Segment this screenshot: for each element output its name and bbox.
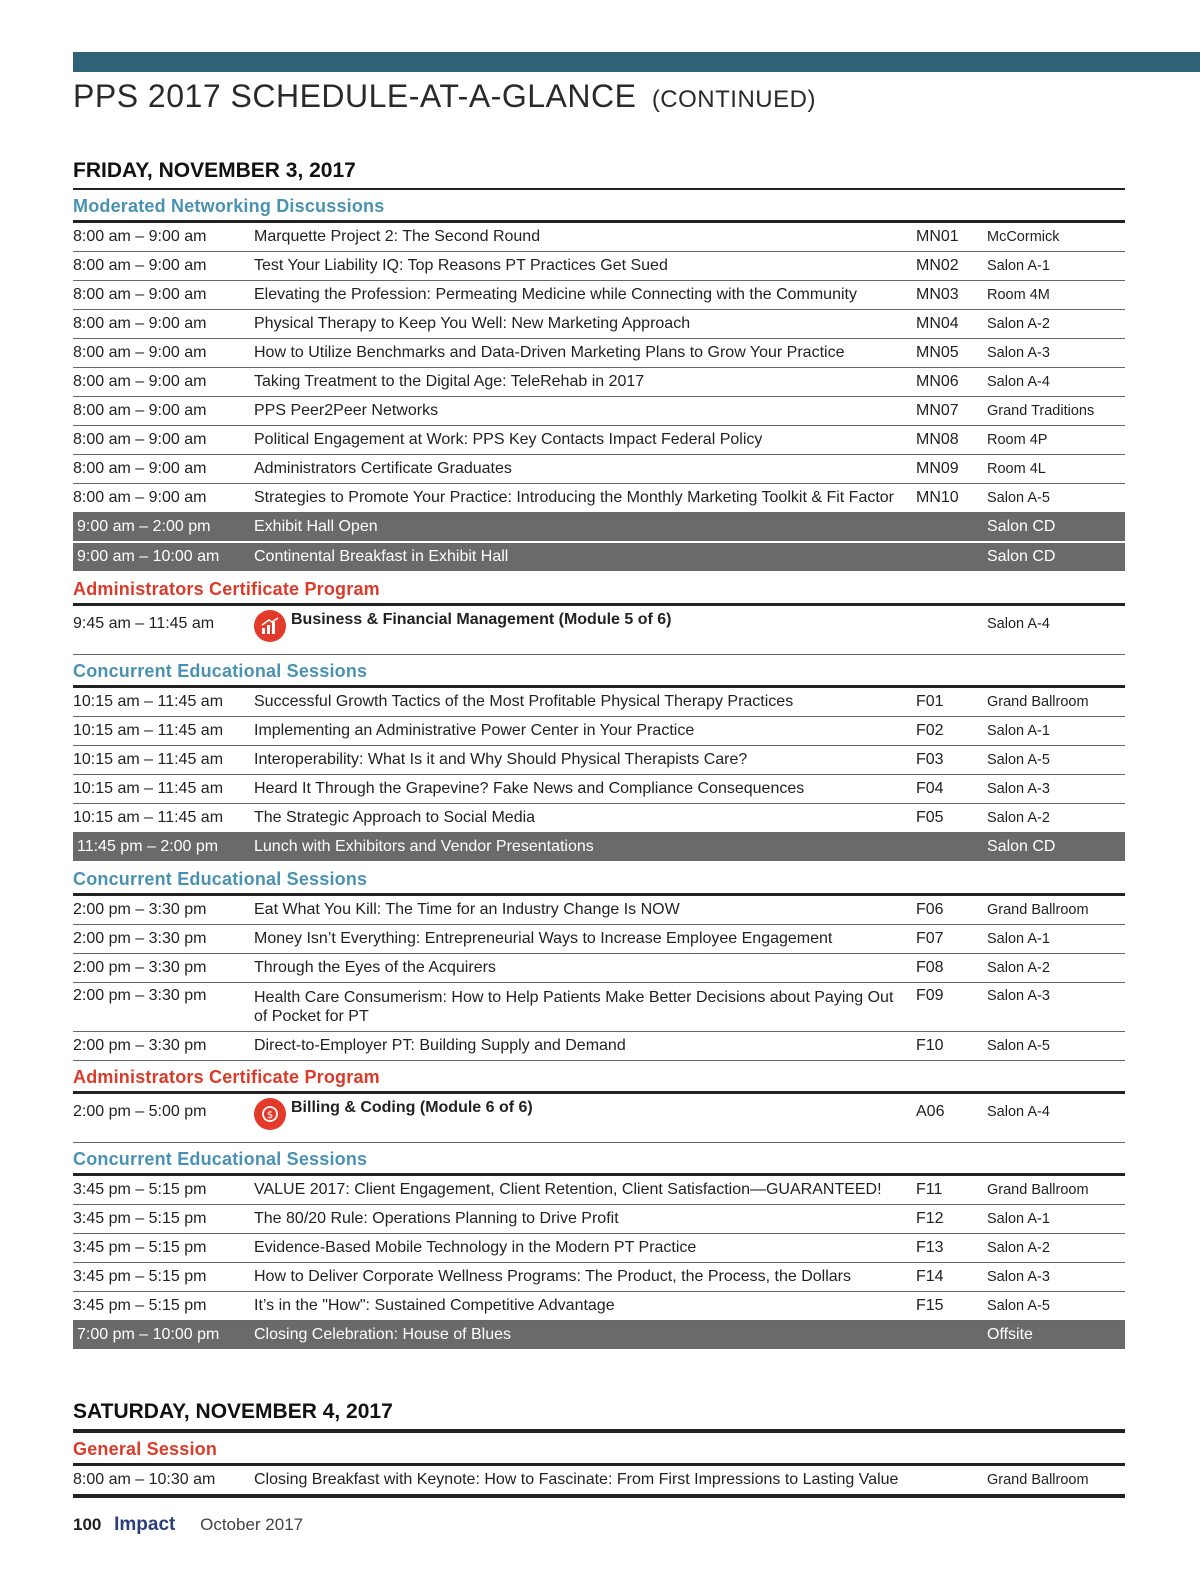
code-cell: MN03 — [916, 286, 959, 303]
time-cell: 10:15 am – 11:45 am — [73, 722, 224, 739]
session-row — [73, 775, 1125, 804]
code-cell: F04 — [916, 780, 944, 797]
code-cell: A06 — [916, 1103, 945, 1120]
section-label: Administrators Certificate Program — [73, 573, 1125, 606]
page-footer — [73, 1514, 303, 1536]
time-cell: 2:00 pm – 3:30 pm — [73, 987, 207, 1004]
session-title: The 80/20 Rule: Operations Planning to Drive Profit — [254, 1210, 619, 1227]
time-cell: 11:45 pm – 2:00 pm — [77, 838, 219, 855]
code-cell: F11 — [916, 1181, 943, 1198]
time-cell: 2:00 pm – 5:00 pm — [73, 1103, 207, 1120]
room-cell: Salon A-2 — [987, 960, 1050, 976]
room-cell: Salon A-1 — [987, 723, 1050, 739]
highlight-row — [73, 543, 1125, 573]
section-label: Moderated Networking Discussions — [73, 190, 1125, 223]
session-title: Direct-to-Employer PT: Building Supply and Demand — [254, 1037, 626, 1054]
time-cell: 8:00 am – 9:00 am — [73, 228, 207, 245]
chart-icon — [254, 610, 286, 642]
session-title: Elevating the Profession: Permeating Medicine while Connecting with the Community — [254, 286, 857, 303]
code-cell: MN07 — [916, 402, 959, 419]
room-cell: Room 4L — [987, 461, 1046, 477]
session-row — [73, 1292, 1125, 1321]
code-cell: F12 — [916, 1210, 944, 1227]
code-cell: MN02 — [916, 257, 959, 274]
time-cell: 8:00 am – 9:00 am — [73, 373, 207, 390]
time-cell: 3:45 pm – 5:15 pm — [73, 1268, 207, 1285]
time-cell: 2:00 pm – 3:30 pm — [73, 959, 207, 976]
day-heading: SATURDAY, NOVEMBER 4, 2017 — [73, 1395, 1125, 1433]
session-title: PPS Peer2Peer Networks — [254, 402, 439, 419]
room-cell: Salon A-2 — [987, 810, 1050, 826]
room-cell: Salon A-5 — [987, 1038, 1050, 1054]
code-cell: MN06 — [916, 373, 959, 390]
program-title: Billing & Coding (Module 6 of 6) — [291, 1099, 533, 1116]
room-cell: Grand Traditions — [987, 403, 1095, 419]
session-title: Continental Breakfast in Exhibit Hall — [254, 548, 509, 565]
session-title: Closing Celebration: House of Blues — [254, 1326, 512, 1343]
session-title: Implementing an Administrative Power Center in Your Practice — [254, 722, 695, 739]
svg-text:$: $ — [266, 1110, 274, 1121]
room-cell: Salon A-3 — [987, 988, 1050, 1004]
session-row — [73, 717, 1125, 746]
room-cell: Salon A-1 — [987, 931, 1050, 947]
code-cell: MN09 — [916, 460, 959, 477]
session-title: Through the Eyes of the Acquirers — [254, 959, 496, 976]
session-title: Evidence-Based Mobile Technology in the Modern PT Practice — [254, 1239, 697, 1256]
room-cell: Salon A-4 — [987, 616, 1050, 632]
code-cell: F07 — [916, 930, 944, 947]
session-row — [73, 281, 1125, 310]
room-cell: Salon A-3 — [987, 345, 1050, 361]
friday-schedule — [73, 154, 1125, 1498]
page-title — [73, 78, 816, 115]
session-title: Heard It Through the Grapevine? Fake News and Compliance Consequences — [254, 780, 805, 797]
session-row — [73, 397, 1125, 426]
time-cell: 8:00 am – 9:00 am — [73, 286, 207, 303]
session-row — [73, 1466, 1125, 1498]
code-cell: F03 — [916, 751, 944, 768]
room-cell: Salon A-5 — [987, 752, 1050, 768]
session-row — [73, 1263, 1125, 1292]
session-title: Marquette Project 2: The Second Round — [254, 228, 541, 245]
session-title: Successful Growth Tactics of the Most Profitable Physical Therapy Practices — [254, 693, 794, 710]
session-title: Physical Therapy to Keep You Well: New Marketing Approach — [254, 315, 691, 332]
time-cell: 8:00 am – 9:00 am — [73, 460, 207, 477]
session-row — [73, 954, 1125, 983]
time-cell: 8:00 am – 9:00 am — [73, 402, 207, 419]
time-cell: 10:15 am – 11:45 am — [73, 751, 224, 768]
room-cell: Grand Ballroom — [987, 1472, 1089, 1488]
time-cell: 10:15 am – 11:45 am — [73, 693, 224, 710]
section-label: Concurrent Educational Sessions — [73, 863, 1125, 896]
code-cell: MN05 — [916, 344, 959, 361]
section-rows — [73, 223, 1125, 573]
billing-icon — [254, 1098, 286, 1130]
highlight-row — [73, 513, 1125, 543]
page-title-continued: (CONTINUED) — [651, 86, 816, 113]
time-cell: 8:00 am – 9:00 am — [73, 315, 207, 332]
session-row — [73, 1205, 1125, 1234]
session-row — [73, 1176, 1125, 1205]
highlight-row — [73, 1321, 1125, 1351]
section-rows — [73, 1176, 1125, 1351]
section-rows — [73, 1466, 1125, 1498]
session-title: Health Care Consumerism: How to Help Patients Make Better Decisions about Paying Out of Pocket for PT — [254, 989, 894, 1025]
session-row — [73, 368, 1125, 397]
session-title: Interoperability: What Is it and Why Should Physical Therapists Care? — [254, 751, 748, 768]
time-cell: 8:00 am – 9:00 am — [73, 257, 207, 274]
time-cell: 8:00 am – 9:00 am — [73, 344, 207, 361]
section-label: Concurrent Educational Sessions — [73, 1143, 1125, 1176]
time-cell: 9:00 am – 2:00 pm — [77, 518, 211, 535]
page-number: 100 — [73, 1515, 102, 1534]
time-cell: 3:45 pm – 5:15 pm — [73, 1210, 207, 1227]
time-cell: 3:45 pm – 5:15 pm — [73, 1297, 207, 1314]
room-cell: Grand Ballroom — [987, 902, 1089, 918]
session-row — [73, 223, 1125, 252]
code-cell: F08 — [916, 959, 944, 976]
time-cell: 3:45 pm – 5:15 pm — [73, 1239, 207, 1256]
session-row — [73, 983, 1125, 1032]
section-label: Concurrent Educational Sessions — [73, 655, 1125, 688]
page-title-main: PPS 2017 SCHEDULE-AT-A-GLANCE — [73, 78, 637, 114]
session-title: Exhibit Hall Open — [254, 518, 378, 535]
room-cell: Salon A-2 — [987, 1240, 1050, 1256]
room-cell: Grand Ballroom — [987, 694, 1089, 710]
room-cell: Room 4M — [987, 287, 1050, 303]
session-title: How to Utilize Benchmarks and Data-Driven Marketing Plans to Grow Your Practice — [254, 344, 845, 361]
room-cell: Room 4P — [987, 432, 1048, 448]
time-cell: 8:00 am – 10:30 am — [73, 1471, 216, 1488]
session-title: Closing Breakfast with Keynote: How to Fascinate: From First Impressions to Lasting Value — [254, 1471, 899, 1488]
section-rows — [73, 896, 1125, 1061]
session-title: The Strategic Approach to Social Media — [254, 809, 536, 826]
session-title: Money Isn’t Everything: Entrepreneurial Ways to Increase Employee Engagement — [254, 930, 833, 947]
code-cell: MN10 — [916, 489, 959, 506]
section-rows — [73, 688, 1125, 863]
room-cell: Salon A-1 — [987, 258, 1050, 274]
time-cell: 9:45 am – 11:45 am — [73, 615, 215, 632]
time-cell: 8:00 am – 9:00 am — [73, 431, 207, 448]
section-label: Administrators Certificate Program — [73, 1061, 1125, 1094]
room-cell: Salon CD — [987, 548, 1056, 565]
code-cell: F15 — [916, 1297, 944, 1314]
code-cell: MN04 — [916, 315, 959, 332]
session-title: It’s in the "How": Sustained Competitive Advantage — [254, 1297, 615, 1314]
time-cell: 2:00 pm – 3:30 pm — [73, 1037, 207, 1054]
session-row — [73, 1032, 1125, 1061]
code-cell: F05 — [916, 809, 944, 826]
section-label: General Session — [73, 1433, 1125, 1466]
session-title: Eat What You Kill: The Time for an Industry Change Is NOW — [254, 901, 680, 918]
code-cell: F14 — [916, 1268, 944, 1285]
session-row — [73, 896, 1125, 925]
code-cell: MN01 — [916, 228, 959, 245]
session-row — [73, 339, 1125, 368]
room-cell: Salon A-4 — [987, 1104, 1050, 1120]
room-cell: Salon A-2 — [987, 316, 1050, 332]
session-row — [73, 252, 1125, 281]
time-cell: 10:15 am – 11:45 am — [73, 780, 224, 797]
issue-date: October 2017 — [200, 1515, 304, 1534]
session-title: Lunch with Exhibitors and Vendor Presentations — [254, 838, 594, 855]
session-title: Test Your Liability IQ: Top Reasons PT Practices Get Sued — [254, 257, 668, 274]
session-row — [73, 688, 1125, 717]
session-title: Taking Treatment to the Digital Age: TeleRehab in 2017 — [254, 373, 645, 390]
session-row — [73, 804, 1125, 833]
magazine-brand: Impact — [114, 1514, 176, 1535]
code-cell: F01 — [916, 693, 944, 710]
time-cell: 8:00 am – 9:00 am — [73, 489, 207, 506]
code-cell: F09 — [916, 987, 944, 1004]
session-row — [73, 426, 1125, 455]
header-accent-bar — [73, 52, 1200, 72]
highlight-row — [73, 833, 1125, 863]
session-row — [73, 1234, 1125, 1263]
session-title: VALUE 2017: Client Engagement, Client Retention, Client Satisfaction—GUARANTEED! — [254, 1181, 882, 1198]
room-cell: Salon A-1 — [987, 1211, 1050, 1227]
program-row — [73, 1094, 1125, 1143]
program-title: Business & Financial Management (Module 5 of 6) — [291, 611, 672, 628]
time-cell: 2:00 pm – 3:30 pm — [73, 930, 207, 947]
session-title: Political Engagement at Work: PPS Key Contacts Impact Federal Policy — [254, 431, 763, 448]
session-title: How to Deliver Corporate Wellness Programs: The Product, the Process, the Dollars — [254, 1268, 851, 1285]
room-cell: Salon A-4 — [987, 374, 1050, 390]
room-cell: Salon A-3 — [987, 781, 1050, 797]
time-cell: 10:15 am – 11:45 am — [73, 809, 224, 826]
code-cell: F06 — [916, 901, 944, 918]
spacer — [73, 1351, 1125, 1395]
session-title: Administrators Certificate Graduates — [254, 460, 512, 477]
time-cell: 9:00 am – 10:00 am — [77, 548, 220, 565]
program-row — [73, 606, 1125, 655]
room-cell: Salon CD — [987, 838, 1056, 855]
room-cell: McCormick — [987, 229, 1060, 245]
session-title: Strategies to Promote Your Practice: Introducing the Monthly Marketing Toolkit & Fit Factor — [254, 489, 895, 506]
code-cell: F13 — [916, 1239, 944, 1256]
time-cell: 7:00 pm – 10:00 pm — [77, 1326, 220, 1343]
room-cell: Salon CD — [987, 518, 1056, 535]
session-row — [73, 925, 1125, 954]
code-cell: F10 — [916, 1037, 944, 1054]
time-cell: 3:45 pm – 5:15 pm — [73, 1181, 207, 1198]
room-cell: Salon A-5 — [987, 1298, 1050, 1314]
time-cell: 2:00 pm – 3:30 pm — [73, 901, 207, 918]
session-row — [73, 455, 1125, 484]
code-cell: MN08 — [916, 431, 959, 448]
code-cell: F02 — [916, 722, 944, 739]
room-cell: Salon A-3 — [987, 1269, 1050, 1285]
session-row — [73, 746, 1125, 775]
day-heading: FRIDAY, NOVEMBER 3, 2017 — [73, 154, 1125, 190]
room-cell: Grand Ballroom — [987, 1182, 1089, 1198]
session-row — [73, 484, 1125, 513]
room-cell: Offsite — [987, 1326, 1033, 1343]
session-row — [73, 310, 1125, 339]
room-cell: Salon A-5 — [987, 490, 1050, 506]
